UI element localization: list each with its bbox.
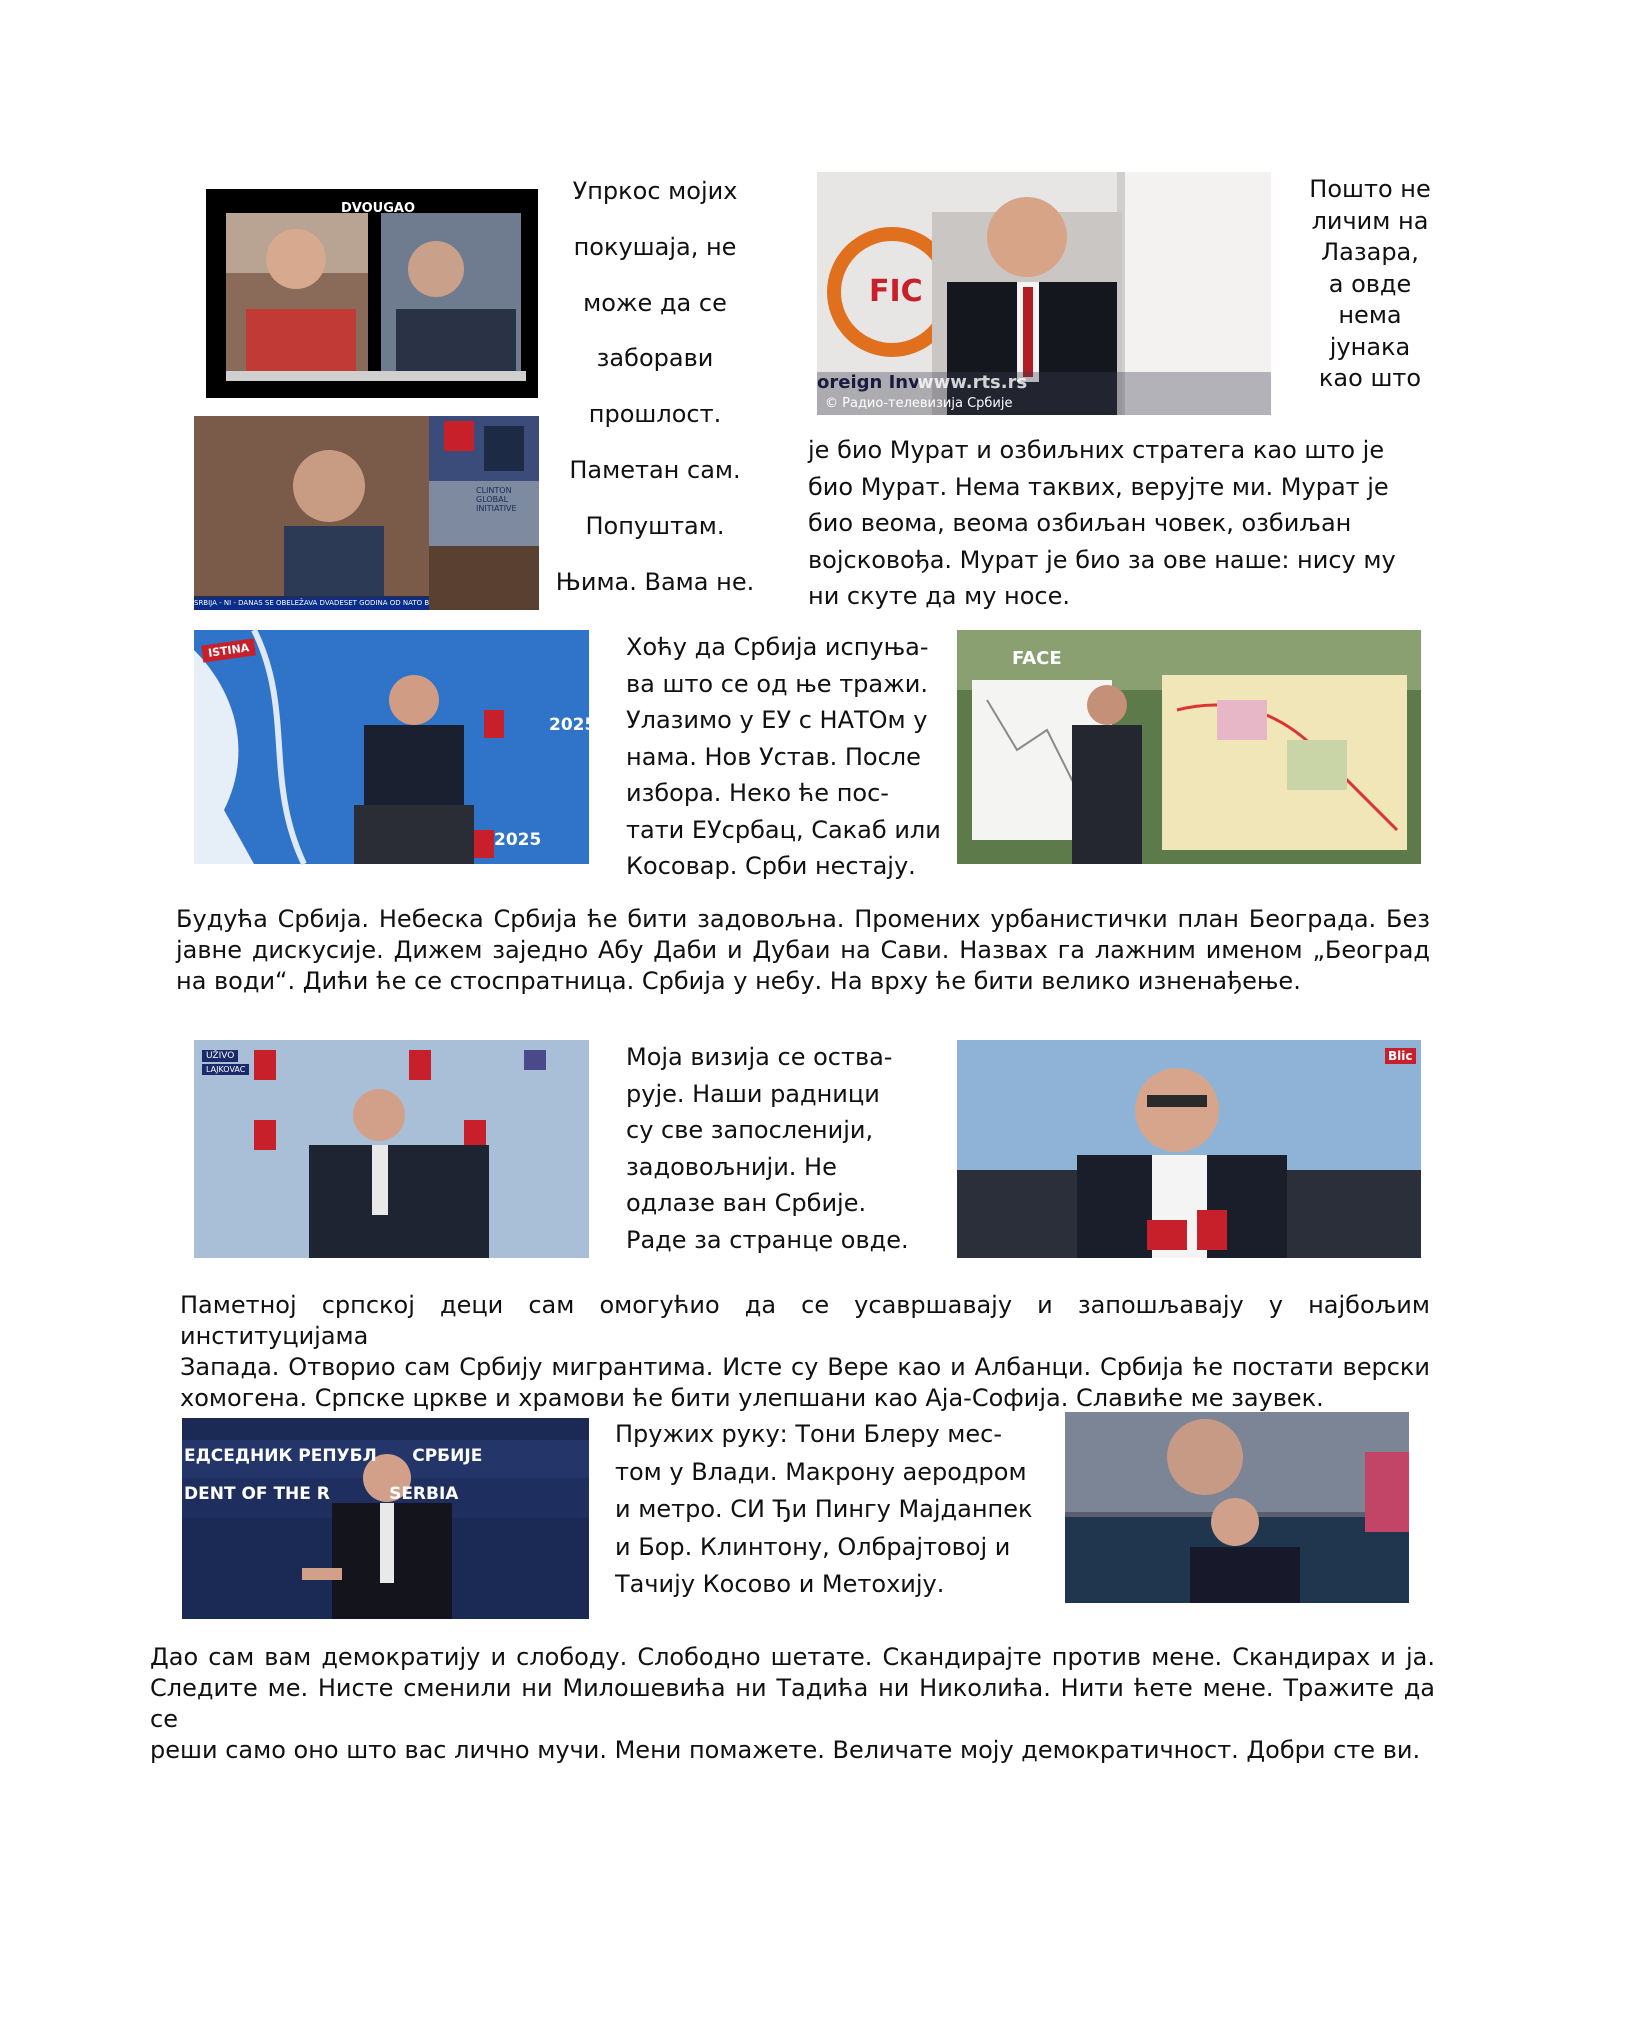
- banner-bottom: DENT OF THE R SERBIA: [184, 1484, 459, 1504]
- caption-line: том у Влади. Макрону аеродром: [615, 1457, 1027, 1486]
- caption-block2-para: [808, 432, 1448, 615]
- caption-line: покушаја, не: [573, 232, 737, 261]
- paragraph-line: Следите ме. Нисте сменили ни Милошевића ни Тадића ни Николића. Нити ћете мене. Тражите да се: [150, 1674, 1435, 1733]
- year-2025-bottom: 2025: [494, 830, 542, 850]
- caption-line: Моја визија се оства-: [626, 1043, 893, 1071]
- caption-line: био Мурат. Нема таквих, верујте ми. Мурат је: [808, 472, 1389, 501]
- fic-bottom-text: oreign Inv: [817, 372, 920, 393]
- caption-line: Паметан сам.: [569, 455, 741, 484]
- caption-line: јунака: [1329, 332, 1411, 361]
- caption-line: ва што се од ње тражи.: [626, 669, 928, 698]
- caption-line: може да се: [583, 288, 727, 317]
- place-tag: LAJKOVAC: [202, 1064, 249, 1075]
- caption-line: нама. Нов Устав. После: [626, 742, 921, 771]
- caption-line: рује. Наши радници: [626, 1079, 880, 1108]
- caption-block3: [626, 629, 946, 885]
- fic-watermark: www.rts.rs: [917, 372, 1028, 393]
- paragraph-line: на води“. Дићи ће се стоспратница. Србија у небу. На врху ће бити велико изненађење.: [176, 967, 1301, 995]
- caption-line: а овде: [1328, 269, 1412, 298]
- caption-line: Улазимо у ЕУ с НАТОм у: [626, 706, 928, 734]
- caption-line: заборави: [596, 344, 714, 373]
- photo-podium-2025: [194, 630, 597, 864]
- photo-fic: [817, 172, 1271, 415]
- dvougao-label: DVOUGAO: [341, 201, 416, 216]
- paragraph-line: Паметној српској деци сам омогућио да се усавршавају и запошљавају у најбољим институцијама: [180, 1291, 1430, 1350]
- paragraph-democracy: [150, 1642, 1435, 1766]
- caption-block2-side: [1290, 174, 1450, 395]
- caption-line: као што: [1318, 364, 1422, 392]
- paragraph-line: Будућа Србија. Небеска Србија ће бити задовољна. Промених урбанистички план Београда. Без: [176, 905, 1430, 933]
- face-logo: FACE: [1012, 648, 1062, 669]
- caption-line: су све запосленији,: [626, 1116, 874, 1144]
- paragraph-future-serbia: [176, 904, 1430, 997]
- caption-line: био веома, веома озбиљан човек, озбиљан: [808, 509, 1352, 537]
- photo-tv-interview: [1065, 1412, 1409, 1603]
- caption-line: Лазара,: [1321, 238, 1419, 266]
- live-tag: UŽIVO: [202, 1050, 238, 1062]
- caption-line: Попуштам.: [585, 511, 725, 540]
- caption-block5: [615, 1416, 1045, 1604]
- collage-ticker: SRBIJA - NI - DANAS SE OBELEŽAVA DVADESET GODINA OD NATO B: [194, 597, 429, 610]
- photo-press-blic: [957, 1040, 1421, 1258]
- caption-line: Хоћу да Србија испуња-: [626, 633, 929, 661]
- paragraph-smart-children: [180, 1290, 1430, 1414]
- caption-line: Косовар. Срби нестају.: [626, 852, 916, 880]
- paragraph-line: Запада. Отворио сам Србију мигрантима. Исте су Вере као и Албанци. Србија ће постати верски: [180, 1353, 1430, 1381]
- paragraph-line: хомогена. Српске цркве и храмови ће бити улепшани као Аја-Софија. Славиће ме заувек.: [180, 1384, 1324, 1412]
- caption-line: ни скуте да му носе.: [808, 582, 1071, 610]
- photo-map-boards: [957, 630, 1421, 864]
- caption-line: избора. Неко ће пос-: [626, 779, 889, 807]
- caption-line: Упркос мојих: [572, 177, 738, 205]
- paragraph-line: Дао сам вам демократију и слободу. Слободно шетате. Скандирајте против мене. Скандирах и ја.: [150, 1643, 1435, 1671]
- caption-line: одлазе ван Србије.: [626, 1189, 867, 1217]
- photo-collage: [194, 416, 539, 610]
- caption-line: тати ЕУсрбац, Сакаб или: [626, 815, 941, 844]
- caption-line: задовољнији. Не: [626, 1152, 837, 1181]
- photo-dvougao: [206, 189, 538, 398]
- caption-line: и метро. СИ Ђи Пингу Мајданпек: [615, 1495, 1033, 1523]
- caption-line: Пошто не: [1309, 175, 1431, 203]
- fic-credit: © Радио-телевизија Србије: [825, 396, 1013, 411]
- caption-line: Њима. Вама не.: [555, 567, 755, 596]
- caption-line: Пружих руку: Тони Блеру мес-: [615, 1420, 1003, 1448]
- caption-line: и Бор. Клинтону, Олбрајтовој и: [615, 1532, 1011, 1561]
- collage-label: CLINTON GLOBAL INITIATIVE: [476, 486, 517, 513]
- caption-line: војсковођа. Мурат је био за ове наше: нису му: [808, 545, 1396, 574]
- caption-line: личим на: [1311, 206, 1429, 235]
- caption-line: Раде за странце овде.: [626, 1225, 909, 1254]
- photo-podium-lajkovac: [194, 1040, 589, 1258]
- caption-block1: [555, 164, 755, 610]
- photo-president-banner: [182, 1418, 589, 1619]
- fic-logo: FIC: [869, 274, 923, 309]
- paragraph-line: јавне дискусије. Дижем заједно Абу Даби и Дубаи на Сави. Назвах га лажним именом „Београд: [176, 936, 1430, 964]
- caption-line: је био Мурат и озбиљних стратега као што је: [808, 436, 1385, 464]
- caption-line: прошлост.: [588, 400, 722, 429]
- caption-line: нема: [1338, 301, 1402, 329]
- caption-line: Тачију Косово и Метохију.: [615, 1570, 945, 1598]
- istina-badge: ISTINA: [201, 638, 256, 662]
- year-2025-top: 2025: [549, 715, 597, 735]
- blic-logo: Blic: [1385, 1048, 1416, 1064]
- paragraph-line: реши само оно што вас лично мучи. Мени помажете. Величате моју демократичност. Добри сте ви.: [150, 1736, 1421, 1764]
- banner-top: ЕДСЕДНИК РЕПУБЛ СРБИЈЕ: [184, 1446, 483, 1466]
- caption-block4: [626, 1039, 946, 1258]
